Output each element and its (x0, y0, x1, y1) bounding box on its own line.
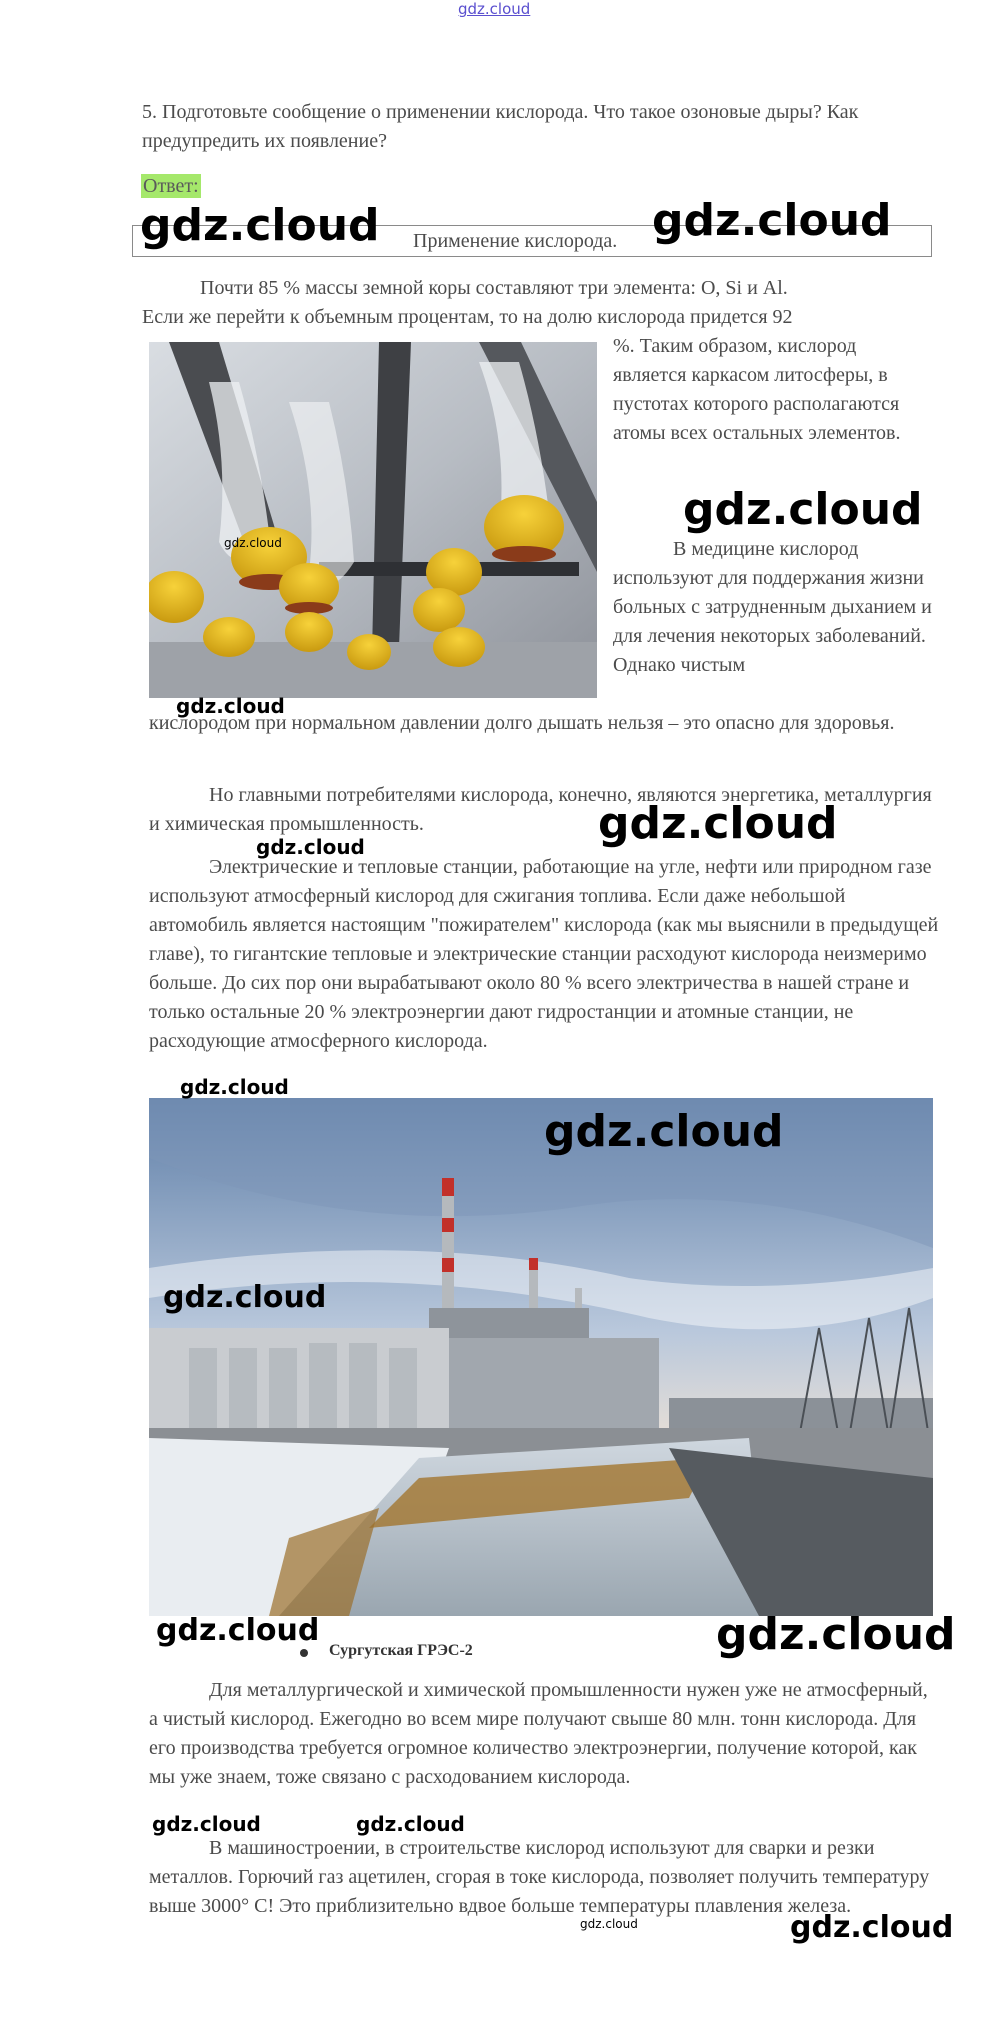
watermark: gdz.cloud (140, 200, 380, 251)
paragraph-5: Для металлургической и химической промышленности нужен уже не атмосферный, а чистый кислород. Ежегодно во всем мире получают свыше 80 млн. тонн кислорода. Для его производства требуется огромное количество электроэнергии, получение которой, как мы уже знаем, тоже связано с расходованием кислорода. (149, 1679, 928, 1788)
paragraph-2-right: В медицине кислород используют для поддержания жизни больных с затрудненным дыханием и для лечения некоторых заболеваний. Однако чистым (613, 538, 932, 676)
paragraph-1-line-2: Если же перейти к объемным процентам, то на долю кислорода придется 92 (142, 306, 793, 328)
paragraph-3: Но главными потребителями кислорода, конечно, являются энергетика, металлургия и химическая промышленность. (149, 784, 932, 835)
watermark: gdz.cloud (163, 1280, 327, 1315)
paragraph-1-line-1: Почти 85 % массы земной коры составляют три элемента: O, Si и Al. (200, 277, 788, 299)
watermark: gdz.cloud (544, 1106, 784, 1157)
paragraph-6: В машиностроении, в строительстве кислород используют для сварки и резки металлов. Горючий газ ацетилен, сгорая в токе кислорода, позволяет получить температуру выше 3000° С! Это приблизительно вдвое больше температуры плавления железа. (149, 1837, 930, 1917)
answer-label: Ответ: (143, 175, 199, 197)
watermark: gdz.cloud (224, 536, 282, 550)
watermark: gdz.cloud (580, 1917, 638, 1931)
image-caption: Сургутская ГРЭС-2 (329, 1642, 473, 1659)
watermark: gdz.cloud (152, 1812, 261, 1836)
watermark: gdz.cloud (683, 484, 923, 535)
watermark: gdz.cloud (180, 1075, 289, 1099)
power-station-image (149, 1098, 933, 1616)
watermark: gdz.cloud (256, 835, 365, 859)
section-heading: Применение кислорода. (413, 230, 618, 252)
watermark: gdz.cloud (652, 195, 892, 246)
power-station-illustration (149, 1098, 933, 1616)
question-text: 5. Подготовьте сообщение о применении кислорода. Что такое озоновые дыры? Как предупредить их появление? (142, 101, 859, 152)
paragraph-4: Электрические и тепловые станции, работающие на угле, нефти или природном газе используют атмосферный кислород для сжигания топлива. Если даже небольшой автомобиль является настоящим "пожирателем" кислорода (как мы выяснили в предыдущей главе), то гигантские тепловые и электрические станции расходуют кислорода неизмеримо больше. До сих пор они вырабатывают около 80 % всего электричества в нашей стране и только остальные 20 % электроэнергии дают гидростанции и атомные станции, не расходующие атмосферного кислорода. (149, 856, 939, 1052)
paragraph-1-right: %. Таким образом, кислород является каркасом литосферы, в пустотах которого располагаются атомы всех остальных элементов. (613, 335, 901, 444)
oxygen-masks-image (149, 342, 597, 698)
watermark: gdz.cloud (156, 1613, 320, 1648)
top-site-link[interactable]: gdz.cloud (458, 0, 531, 18)
watermark: gdz.cloud (716, 1609, 956, 1660)
caption-bullet (300, 1649, 308, 1657)
oxygen-masks-illustration (149, 342, 597, 698)
watermark: gdz.cloud (176, 694, 285, 718)
watermark: gdz.cloud (790, 1910, 954, 1945)
watermark: gdz.cloud (598, 798, 838, 849)
paragraph-2-rest: кислородом при нормальном давлении долго дышать нельзя – это опасно для здоровья. (149, 712, 895, 734)
watermark: gdz.cloud (356, 1812, 465, 1836)
